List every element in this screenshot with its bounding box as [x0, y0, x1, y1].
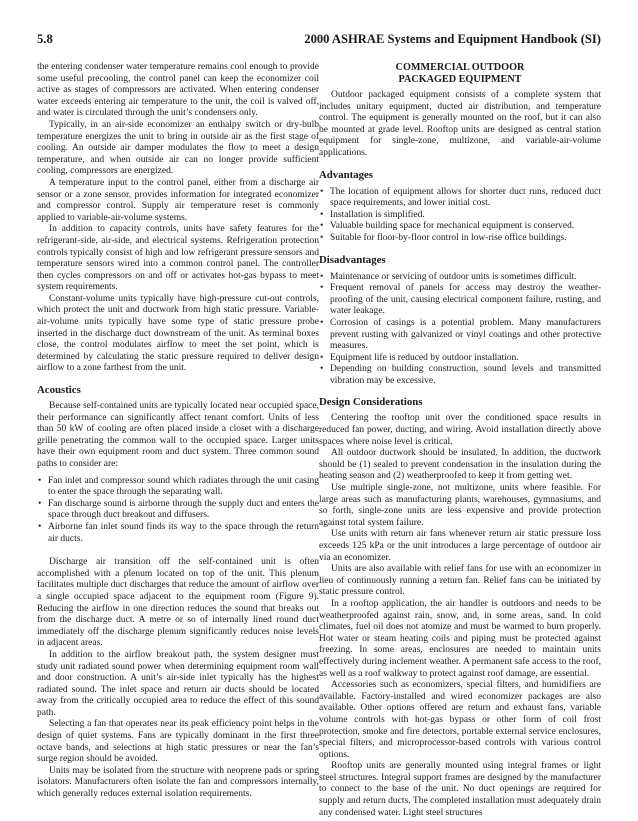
sound-path-list [37, 476, 319, 546]
list-item: • Maintenance or servicing of outdoor units is sometimes difficult. [319, 272, 601, 284]
page-header [37, 32, 601, 50]
section-heading-design-considerations: Design Considerations [319, 396, 423, 409]
disadvantages-list [319, 272, 601, 388]
section-heading-advantages: Advantages [319, 168, 373, 181]
paragraph: Selecting a fan that operates near its peak efficiency point helps in the design of quiet systems. Fans are typically dominant in the first three octave bands, and selections at high static pressures or near the fan’s surge region should be avoided. [37, 719, 319, 765]
list-item: • Corrosion of casings is a potential problem. Many manufacturers prevent rusting with galvanized or vinyl coatings and other protective measures. [319, 318, 601, 353]
list-item: • Frequent removal of panels for access may destroy the weather-proofing of the unit, causing electrical component failure, rusting, and water leakage. [319, 283, 601, 318]
advantages-list [319, 187, 601, 245]
section-title-line: COMMERCIAL OUTDOOR [395, 62, 525, 73]
paragraph: Accessories such as economizers, special filters, and humidifiers are available. Factory-installed and wired economizer packages are also available. Other options offered are return and exhaust fans, variable volume controls with hot-gas bypass or other form of coil frost protection, smoke and fire detectors, portable external service enclosures, special filters, and microprocessor-based controls with various control options. [319, 680, 601, 760]
list-item: • Suitable for floor-by-floor control in low-rise office buildings. [319, 233, 601, 245]
paragraph: Constant-volume units typically have high-pressure cut-out controls, which protect the unit and ductwork from high static pressure. Variable-air-volume units typically have some type of static pressure probe inserted in the discharge duct downstream of the unit. As terminal boxes close, the control modulates airflow to meet the set point, which is determined by calculating the static pressure required to deliver design airflow to a zone farthest from the unit. [37, 293, 319, 374]
paragraph: In addition to the airflow breakout path, the system designer must study unit radiated sound power when determining equipment room wall and door construction. A unit’s air-side inlet typically has the highest radiated sound. The inlet space and return air ducts should be located away from the critically occupied area to reduce the effect of this sound path. [37, 649, 319, 718]
list-item: • Equipment life is reduced by outdoor installation. [319, 353, 601, 365]
list-item: • Installation is simplified. [319, 210, 601, 222]
paragraph: Units may be isolated from the structure with neoprene pads or spring isolators. Manufacturers often isolate the fan and compressors internally, which generally reduces external isolation requirements. [37, 765, 319, 800]
section-title-line: PACKAGED EQUIPMENT [398, 74, 522, 85]
left-column [37, 62, 319, 801]
paragraph: In a rooftop application, the air handler is outdoors and needs to be weatherproofed against rain, snow, and, in some areas, sand. In cold climates, fuel oil does not atomize and must be warmed to burn properly. Hot water or steam heating coils and piping must be protected against freezing. In some areas, enclosures are needed to maintain units effectively during inclement weather. A permanent safe access to the roof, as well as a roof walkway to protect against roof damage, are essential. [319, 598, 601, 679]
paragraph: Because self-contained units are typically located near occupied space, their performance can significantly affect tenant comfort. Units of less than 50 kW of cooling are often placed inside a closet with a discharge grille penetrating the common wall to the occupied space. Larger units have their own equipment room and duct system. Three common sound paths to consider are: [37, 401, 319, 469]
section-heading-disadvantages: Disadvantages [319, 253, 386, 266]
paragraph: Units are also available with relief fans for use with an economizer in lieu of continuously running a return fan. Relief fans can be initiated by static pressure control. [319, 564, 601, 598]
paragraph: Discharge air transition off the self-contained unit is often accomplished with a plenum located on top of the unit. This plenum facilitates multiple duct discharges that reduce the amount of airflow over a single occupied space adjacent to the equipment room (Figure 9). Reducing the airflow in one direction reduces the sound that breaks out from the discharge duct. A metre or so of internally lined round duct immediately off the discharge plenum significantly reduces noise levels in adjacent areas. [37, 557, 319, 649]
section-heading-acoustics: Acoustics [37, 384, 81, 397]
paragraph: the entering condenser water temperature remains cool enough to provide some useful precooling, the control panel can keep the economizer coil active as stages of compressors are activated. When entering condenser water exceeds entering air temperature to the unit, the coil is valved off, and water is circulated through the unit’s condensers only. [37, 62, 319, 119]
paragraph: A temperature input to the control panel, either from a discharge air sensor or a zone sensor, provides information for integrated economizer and compressor control. Supply air temperature reset is commonly applied to variable-air-volume systems. [37, 177, 319, 223]
right-column [319, 62, 601, 819]
paragraph: Centering the rooftop unit over the conditioned space results in reduced fan power, ducting, and wiring. Avoid installation directly above spaces where noise level is critical. [319, 413, 601, 447]
list-item: • Fan inlet and compressor sound which radiates through the unit casing to enter the space through the separating wall. [37, 476, 319, 499]
paragraph: Typically, in an air-side economizer an enthalpy switch or dry-bulb temperature energizes the unit to bring in outside air as the first stage of cooling. An outside air damper modulates the flow to meet a design temperature, and when outside air can no longer provide sufficient cooling, compressors are energized. [37, 119, 319, 177]
list-item: • The location of equipment allows for shorter duct runs, reduced duct space requirements, and lower initial cost. [319, 187, 601, 210]
paragraph: Use multiple single-zone, not multizone, units where feasible. For large areas such as manufacturing plants, warehouses, gymnasiums, and so forth, single-zone units are less expensive and provide protection against total system failure. [319, 483, 601, 528]
paragraph: Use units with return air fans whenever return air static pressure loss exceeds 125 kPa or the unit introduces a large percentage of outdoor air via an economizer. [319, 529, 601, 563]
paragraph: In addition to capacity controls, units have safety features for the refrigerant-side, air-side, and electrical systems. Refrigeration protection controls typically consist of high and low refrigerant pressure sensors and temperature sensors wired into a common control panel. The controller then cycles compressors on and off or activates hot-gas bypass to meet system requirements. [37, 224, 319, 293]
list-item: • Depending on building construction, sound levels and transmitted vibration may be excessive. [319, 364, 601, 387]
list-item: • Fan discharge sound is airborne through the supply duct and enters the space through duct breakout and diffusers. [37, 499, 319, 522]
list-item: • Valuable building space for mechanical equipment is conserved. [319, 221, 601, 233]
section-title [319, 62, 601, 86]
paragraph: Rooftop units are generally mounted using integral frames or light steel structures. Integral support frames are designed by the manufacturer to connect to the base of the unit. No duct openings are required for supply and return ducts. The completed installation must adequately drain any condensed water. Light steel structures [319, 761, 601, 818]
paragraph: All outdoor ductwork should be insulated. In addition, the ductwork should be (1) sealed to prevent condensation in the insulation during the heating season and (2) weatherproofed to keep it from getting wet. [319, 448, 601, 482]
book-title: 2000 ASHRAE Systems and Equipment Handbook (SI) [304, 32, 601, 46]
paragraph: Outdoor packaged equipment consists of a complete system that includes unitary equipment, ducted air distribution, and temperature control. The equipment is generally mounted on the roof, but it can also be mounted at grade level. Rooftop units are designed as central station equipment for single-zone, multizone, and variable-air-volume applications. [319, 90, 601, 158]
list-item: • Airborne fan inlet sound finds its way to the space through the return air ducts. [37, 522, 319, 545]
page-number: 5.8 [37, 32, 53, 46]
